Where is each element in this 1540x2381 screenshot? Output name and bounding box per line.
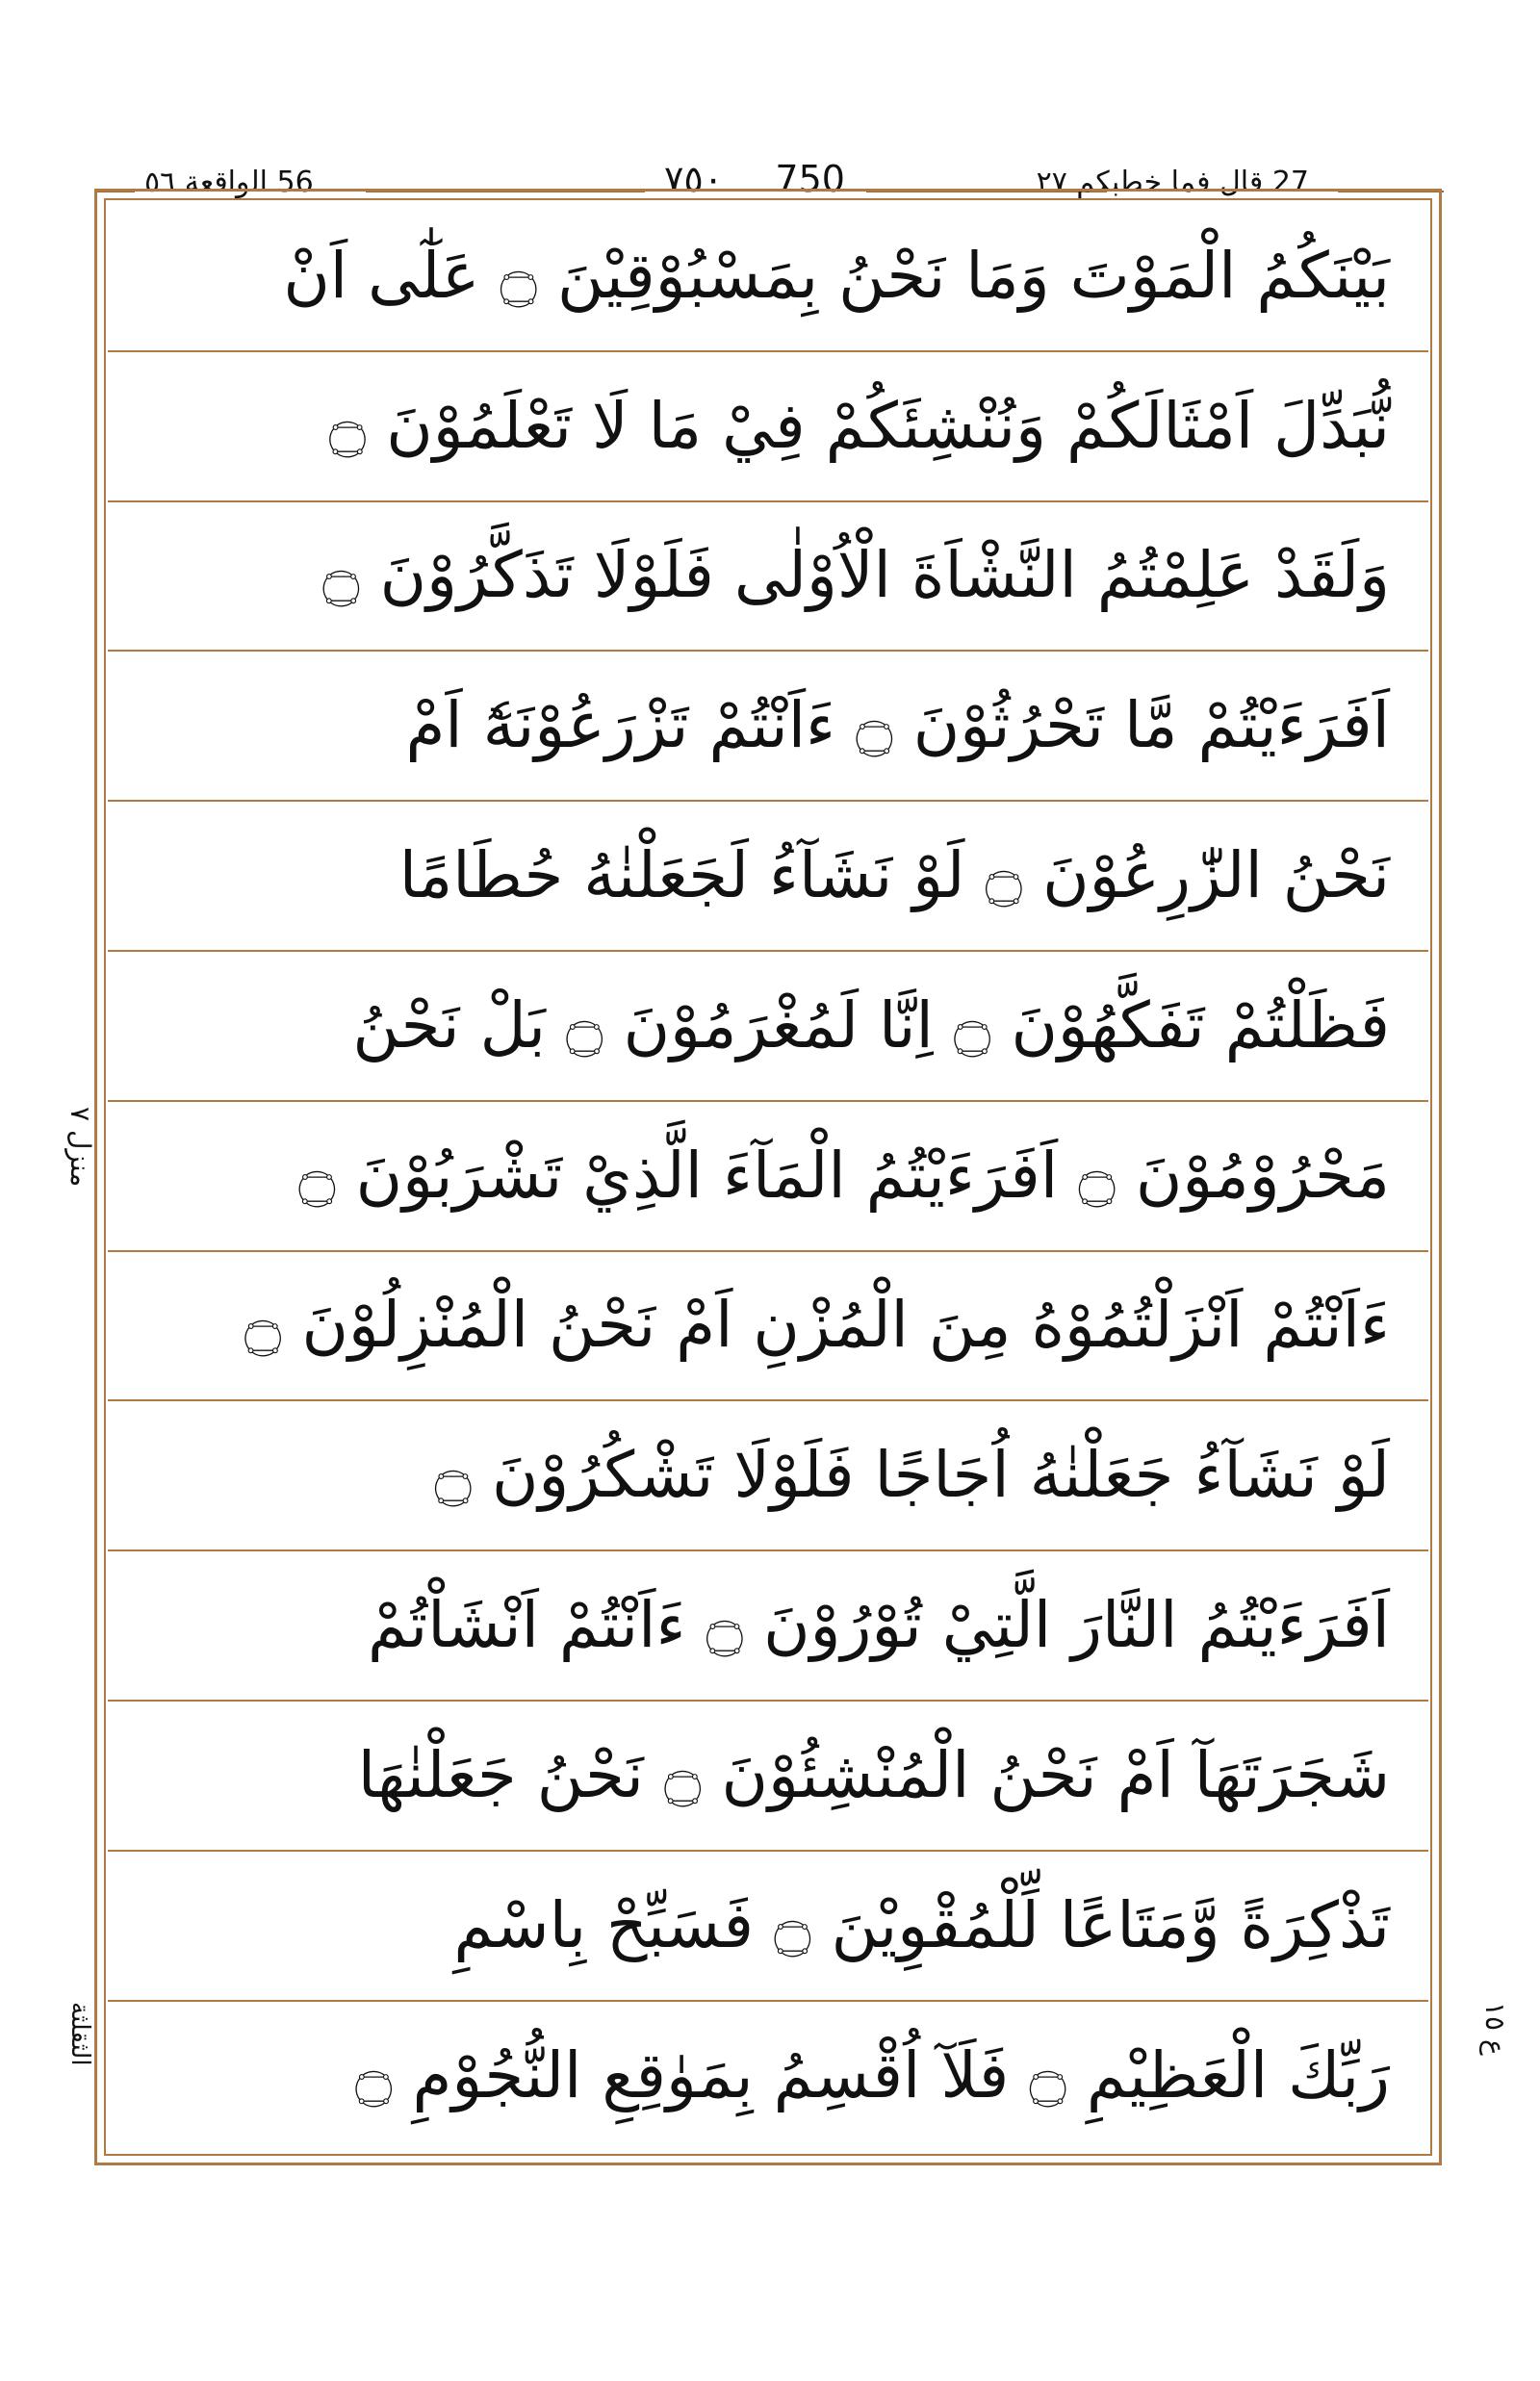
page-number-latin: 750 [775,158,845,200]
verse-line [108,1702,1428,1852]
manzil-marker: منزل ٧ [64,1107,96,1188]
verse-line [108,802,1428,952]
verse-text: نُّبَدِّلَ اَمْثَالَكُمْ وَنُنْشِئَكُمْ فِيْ مَا لَا تَعْلَمُوْنَ ۝ [328,388,1390,463]
ruku-marker: ع ١٥ [1479,2002,1511,2056]
verse-line [108,652,1428,802]
quarter-marker: الثقلثة [65,2002,94,2066]
verse-line [108,202,1428,352]
surah-name: 56 الواقعة ٥٦ [144,166,314,199]
verse-line [108,952,1428,1102]
verse-text: ءَاَنْتُمْ اَنْزَلْتُمُوْهُ مِنَ الْمُزْنِ اَمْ نَحْنُ الْمُنْزِلُوْنَ ۝ [244,1288,1390,1363]
verse-text: نَحْنُ الزّٰرِعُوْنَ ۝ لَوْ نَشَآءُ لَجَعَلْنٰهُ حُطَامًا [398,838,1390,913]
verse-text: اَفَرَءَيْتُمْ مَّا تَحْرُثُوْنَ ۝ ءَاَنْتُمْ تَزْرَعُوْنَهٗٓ اَمْ [405,688,1390,763]
verse-text: فَظَلْتُمْ تَفَكَّهُوْنَ ۝ اِنَّا لَمُغْرَمُوْنَ ۝ بَلْ نَحْنُ [352,987,1390,1062]
verse-text: بَيْنَكُمُ الْمَوْتَ وَمَا نَحْنُ بِمَسْبُوْقِيْنَ ۝ عَلٰٓى اَنْ [283,238,1390,313]
verse-text: رَبِّكَ الْعَظِيْمِ ۝ فَلَآ اُقْسِمُ بِمَوٰقِعِ النُّجُوْمِ ۝ [354,2038,1390,2113]
verse-line [108,1401,1428,1551]
verse-text: لَوْ نَشَآءُ جَعَلْنٰهُ اُجَاجًا فَلَوْلَا تَشْكُرُوْنَ ۝ [434,1438,1390,1513]
verse-line [108,1852,1428,2002]
juz-name: 27 قال فما خطبكم ٢٧ [1036,166,1309,199]
verse-text: وَلَقَدْ عَلِمْتُمُ النَّشْاَةَ الْاُوْلٰى فَلَوْلَا تَذَكَّرُوْنَ ۝ [321,538,1390,613]
verse-text: شَجَرَتَهَآ اَمْ نَحْنُ الْمُنْشِئُوْنَ ۝ نَحْنُ جَعَلْنٰهَا [357,1737,1390,1812]
verse-line [108,1551,1428,1702]
verse-line [108,502,1428,653]
verse-line [108,1252,1428,1402]
verse-text: تَذْكِرَةً وَّمَتَاعًا لِّلْمُقْوِيْنَ ۝ فَسَبِّحْ بِاسْمِ [453,1887,1390,1962]
page-number-arabic: ٧٥٠ [664,158,724,200]
verse-line [108,2002,1428,2152]
verse-text: مَحْرُوْمُوْنَ ۝ اَفَرَءَيْتُمُ الْمَآءَ الَّذِيْ تَشْرَبُوْنَ ۝ [297,1138,1390,1213]
verse-line [108,352,1428,502]
verse-line [108,1102,1428,1252]
verse-lines [108,202,1428,2152]
verse-text: اَفَرَءَيْتُمُ النَّارَ الَّتِيْ تُوْرُوْنَ ۝ ءَاَنْتُمْ اَنْشَاْتُمْ [367,1588,1390,1663]
